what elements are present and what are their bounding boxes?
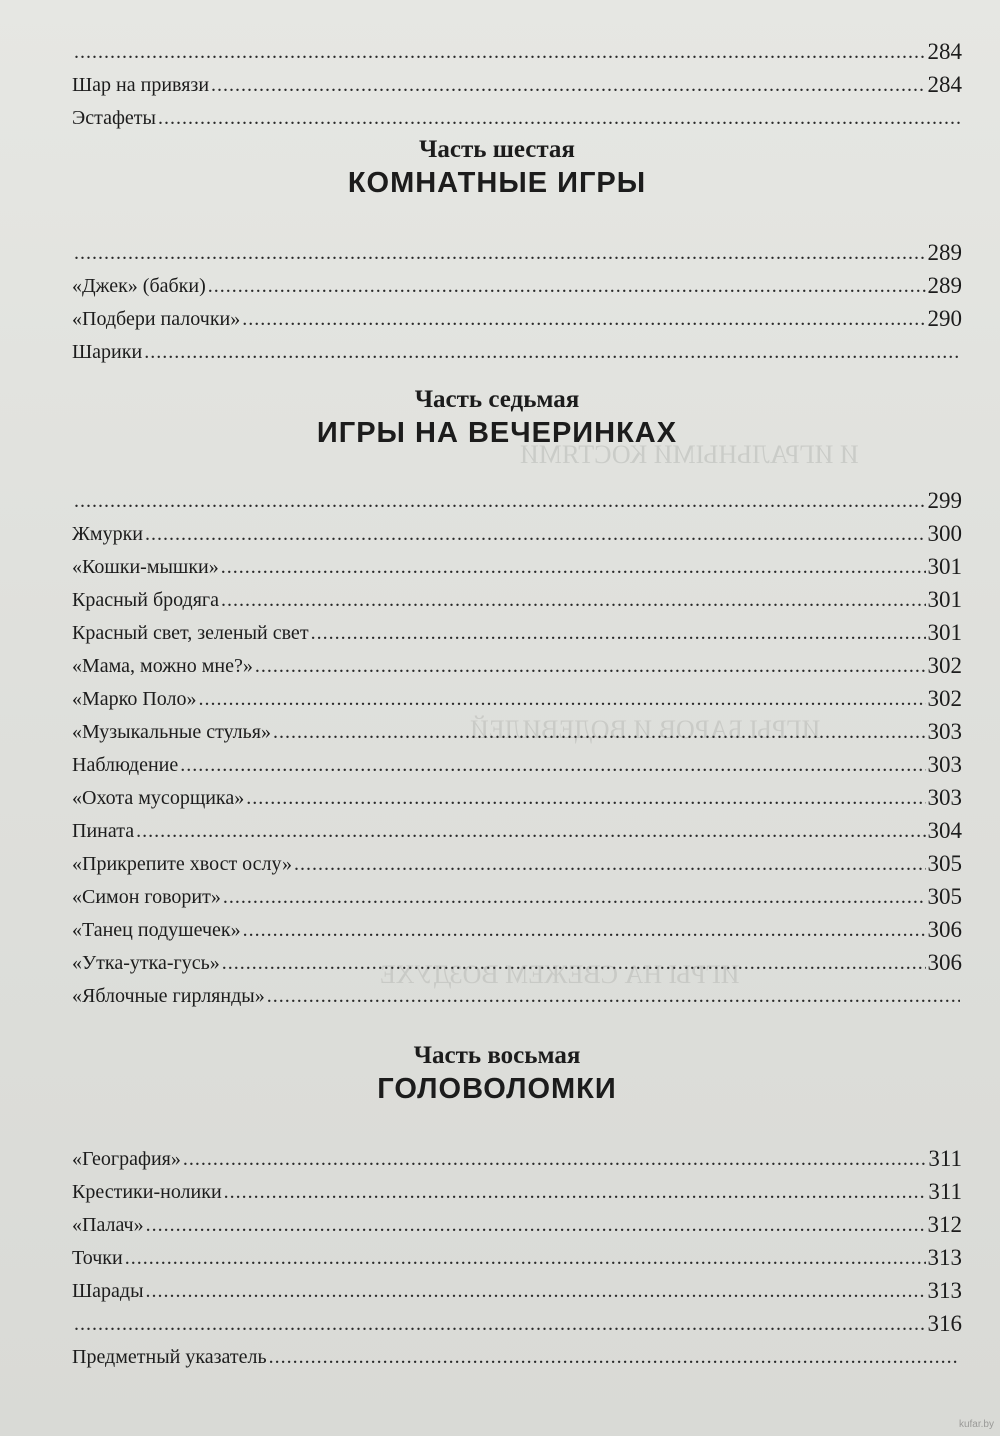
toc-page-number: 303 (927, 785, 962, 810)
dot-leader (273, 721, 926, 743)
toc-entry[interactable] (72, 330, 962, 363)
dot-leader (180, 754, 925, 776)
toc-entry[interactable] (72, 875, 962, 908)
part-label: Часть седьмая (414, 386, 580, 413)
toc-page-number: 306 (927, 917, 962, 942)
toc-page-number: 300 (927, 521, 962, 546)
toc-page-number: 289 (927, 240, 962, 265)
toc-entry[interactable] (72, 1335, 962, 1368)
toc-page-number: 289 (927, 273, 962, 298)
toc-page-number: 290 (927, 306, 962, 331)
toc-entry-title: «Палач» (72, 1214, 144, 1236)
part-label: Часть восьмая (413, 1042, 581, 1069)
toc-page-number: 284 (927, 39, 962, 64)
dot-leader (158, 107, 960, 129)
dot-leader (311, 622, 926, 644)
dot-leader (221, 589, 926, 611)
toc-entry-title: «Охота мусорщика» (72, 787, 245, 809)
dot-leader (74, 41, 926, 63)
toc-page-number: 302 (927, 653, 962, 678)
toc-page-number: 299 (927, 488, 962, 513)
toc-page-number: 305 (927, 851, 962, 876)
toc-entry-title: «Симон говорит» (72, 886, 221, 908)
toc-entry-title: Красный бродяга (72, 589, 219, 611)
dot-leader (74, 490, 926, 512)
dot-leader (145, 523, 926, 545)
dot-leader (74, 1313, 926, 1335)
toc-page-number: 304 (927, 818, 962, 843)
part-label: Часть шестая (419, 136, 575, 163)
toc-page-number: 306 (927, 950, 962, 975)
toc-entry[interactable] (72, 677, 962, 710)
part-heading (32, 1041, 962, 1107)
toc-entry-title: Жмурки (72, 523, 143, 545)
toc-entry[interactable] (72, 710, 962, 743)
dot-leader (74, 242, 926, 264)
toc-entry[interactable] (72, 1170, 962, 1203)
toc-page-number: 313 (927, 1245, 962, 1270)
toc-page-number: 301 (927, 620, 962, 645)
dot-leader (144, 341, 960, 363)
toc-entry-title: Точки (72, 1247, 123, 1269)
toc-entry-title: «География» (72, 1148, 181, 1170)
part-heading (32, 385, 962, 451)
toc-entry-title: Предметный указатель (72, 1346, 267, 1368)
dot-leader (267, 985, 960, 1007)
part-title: ГОЛОВОЛОМКИ (377, 1073, 617, 1105)
dot-leader (125, 1247, 926, 1269)
toc-section (72, 30, 962, 129)
toc-section (72, 1335, 962, 1368)
dot-leader (243, 919, 926, 941)
toc-entry[interactable] (72, 264, 962, 297)
watermark: kufar.by (958, 1419, 994, 1430)
toc-entry[interactable] (72, 776, 962, 809)
toc-entry[interactable] (72, 941, 962, 974)
toc-entry[interactable] (72, 611, 962, 644)
toc-section (72, 385, 962, 1007)
show-through-text: ИГРЫ БАРОВ И ВОДЕВИЛЕЙ (470, 715, 821, 744)
dot-leader (223, 886, 926, 908)
dot-leader (224, 1181, 927, 1203)
dot-leader (136, 820, 925, 842)
dot-leader (222, 952, 926, 974)
toc-page-number: 301 (927, 554, 962, 579)
toc-entry-title: «Кошки-мышки» (72, 556, 219, 578)
toc-entry[interactable] (72, 974, 962, 1007)
dot-leader (255, 655, 926, 677)
toc-entry-title: «Мама, можно мне?» (72, 655, 253, 677)
toc-entry[interactable] (72, 842, 962, 875)
part-heading (32, 135, 962, 201)
dot-leader (269, 1346, 960, 1368)
toc-entry-title: Шар на привязи (72, 74, 210, 96)
toc-entry[interactable] (72, 512, 962, 545)
toc-entry-title: «Утка-утка-гусь» (72, 952, 220, 974)
toc-page-number: 311 (928, 1146, 962, 1171)
dot-leader (146, 1214, 926, 1236)
toc-entry-title: Шарады (72, 1280, 144, 1302)
toc-entry-title: Красный свет, зеленый свет (72, 622, 309, 644)
toc-page-number: 305 (927, 884, 962, 909)
toc-entry-title: Наблюдение (72, 754, 179, 776)
toc-page-number: 303 (927, 719, 962, 744)
dot-leader (199, 688, 926, 710)
toc-entry[interactable] (72, 644, 962, 677)
part-title: ИГРЫ НА ВЕЧЕРИНКАХ (316, 417, 678, 449)
toc-entry[interactable] (72, 578, 962, 611)
toc-entry[interactable] (72, 231, 962, 264)
dot-leader (294, 853, 925, 875)
toc-entry[interactable] (72, 1137, 962, 1170)
toc-page-number: 316 (927, 1311, 962, 1336)
toc-entry[interactable] (72, 743, 962, 776)
dot-leader (146, 1280, 926, 1302)
toc-entry-title: «Марко Поло» (72, 688, 197, 710)
toc-entry-title: Пината (72, 820, 135, 842)
toc-page-number: 313 (927, 1278, 962, 1303)
dot-leader (221, 556, 926, 578)
toc-entry-title: «Джек» (бабки) (72, 275, 206, 297)
toc-entry[interactable] (72, 1269, 962, 1302)
toc-entry-title: «Танец подушечек» (72, 919, 241, 941)
toc-page-number: 312 (927, 1212, 962, 1237)
show-through-text: ИГРЫ НА СВЕЖЕМ ВОЗДУХЕ (380, 960, 740, 989)
toc-entry[interactable] (72, 1236, 962, 1269)
toc-entry-title: «Яблочные гирлянды» (72, 985, 265, 1007)
toc-section (72, 135, 962, 363)
toc-entry[interactable] (72, 297, 962, 330)
toc-section (72, 1041, 962, 1335)
dot-leader (242, 308, 925, 330)
toc-page-number: 284 (927, 72, 962, 97)
toc-entry[interactable] (72, 30, 962, 63)
toc-page-number: 311 (928, 1179, 962, 1204)
toc-entry-title: «Прикрепите хвост ослу» (72, 853, 293, 875)
toc-entry-title: Крестики-нолики (72, 1181, 222, 1203)
toc-page-number: 303 (927, 752, 962, 777)
dot-leader (208, 275, 926, 297)
toc-entry[interactable] (72, 63, 962, 96)
toc-entry[interactable] (72, 809, 962, 842)
toc-entry[interactable] (72, 908, 962, 941)
toc-entry[interactable] (72, 545, 962, 578)
part-title: КОМНАТНЫЕ ИГРЫ (347, 167, 647, 199)
toc-entry-title: Эстафеты (72, 107, 156, 129)
toc-entry-title: «Музыкальные стулья» (72, 721, 271, 743)
toc-page-number: 302 (927, 686, 962, 711)
toc-entry[interactable] (72, 96, 962, 129)
show-through-text: И ИГРАЛЬНЫМИ КОСТЯМИ (520, 440, 859, 469)
toc-entry[interactable] (72, 479, 962, 512)
toc-entry-title: «Подбери палочки» (72, 308, 241, 330)
toc-page-number: 301 (927, 587, 962, 612)
table-of-contents (72, 30, 962, 1368)
dot-leader (211, 74, 925, 96)
toc-entry[interactable] (72, 1203, 962, 1236)
dot-leader (183, 1148, 926, 1170)
dot-leader (246, 787, 925, 809)
toc-entry-title: Шарики (72, 341, 143, 363)
toc-entry[interactable] (72, 1302, 962, 1335)
